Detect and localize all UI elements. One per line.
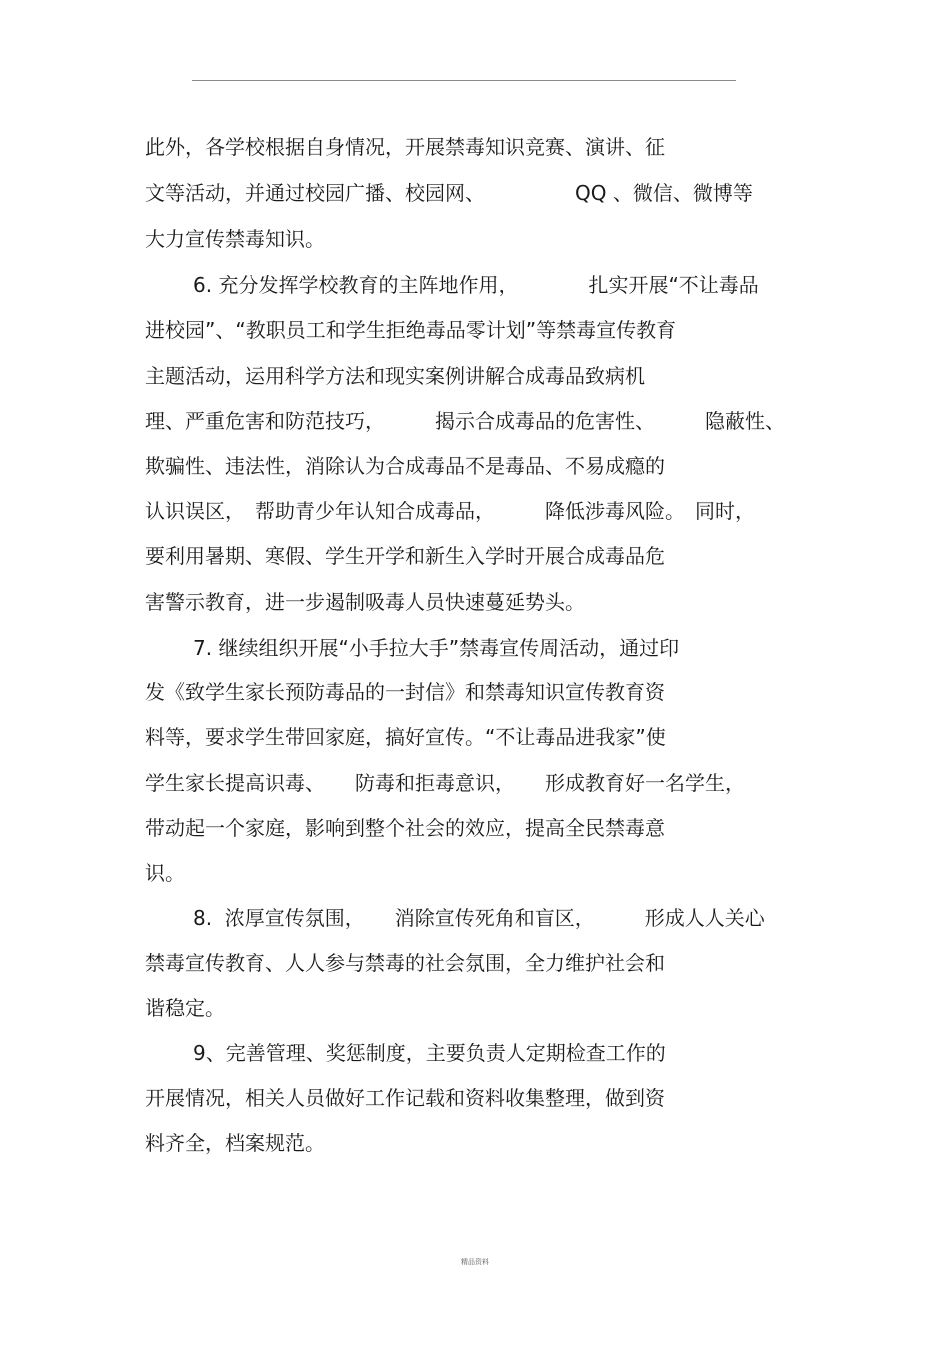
text-line: 害警示教育，进一步遏制吸毒人员快速蔓延势头。 [145,590,585,614]
text-line: 进校园”、“教职员工和学生拒绝毒品零计划”等禁毒宣传教育 [145,318,677,342]
text-line: 要利用暑期、寒假、学生开学和新生入学时开展合成毒品危 [145,544,665,568]
text-line: 带动起一个家庭，影响到整个社会的效应，提高全民禁毒意 [145,816,665,840]
text-line: 料齐全，档案规范。 [145,1131,325,1155]
text-line: 大力宣传禁毒知识。 [145,227,325,251]
text-line: 7. 继续组织开展“小手拉大手”禁毒宣传周活动，通过印 [193,636,680,660]
text-line: 9、完善管理、奖惩制度，主要负责人定期检查工作的 [193,1041,666,1065]
text-line: 此外，各学校根据自身情况，开展禁毒知识竞赛、演讲、征 [145,135,665,159]
text-line: 开展情况，相关人员做好工作记载和资料收集整理，做到资 [145,1086,665,1110]
text-line: 欺骗性、违法性，消除认为合成毒品不是毒品、不易成瘾的 [145,454,665,478]
text-line: 理、严重危害和防范技巧， 揭示合成毒品的危害性、 隐蔽性、 [145,409,785,433]
text-line: 学生家长提高识毒、 防毒和拒毒意识， 形成教育好一名学生， [145,771,745,795]
text-line: 8. 浓厚宣传氛围， 消除宣传死角和盲区， 形成人人关心 [193,906,765,930]
text-line: 主题活动，运用科学方法和现实案例讲解合成毒品致病机 [145,364,645,388]
text-line: 文等活动，并通过校园广播、校园网、 QQ 、微信、微博等 [145,181,753,205]
text-line: 禁毒宣传教育、人人参与禁毒的社会氛围，全力维护社会和 [145,951,665,975]
text-line: 6. 充分发挥学校教育的主阵地作用， 扎实开展“不让毒品 [193,273,759,297]
text-line: 谐稳定。 [145,996,225,1020]
page-footer: 精品资料 [461,1258,489,1266]
text-line: 认识误区， 帮助青少年认知合成毒品， 降低涉毒风险。 同时， [145,499,755,523]
text-line: 料等，要求学生带回家庭，搞好宣传。“不让毒品进我家”使 [145,725,666,749]
header-rule [192,80,736,81]
text-line: 识。 [145,861,185,885]
text-line: 发《致学生家长预防毒品的一封信》和禁毒知识宣传教育资 [145,680,665,704]
